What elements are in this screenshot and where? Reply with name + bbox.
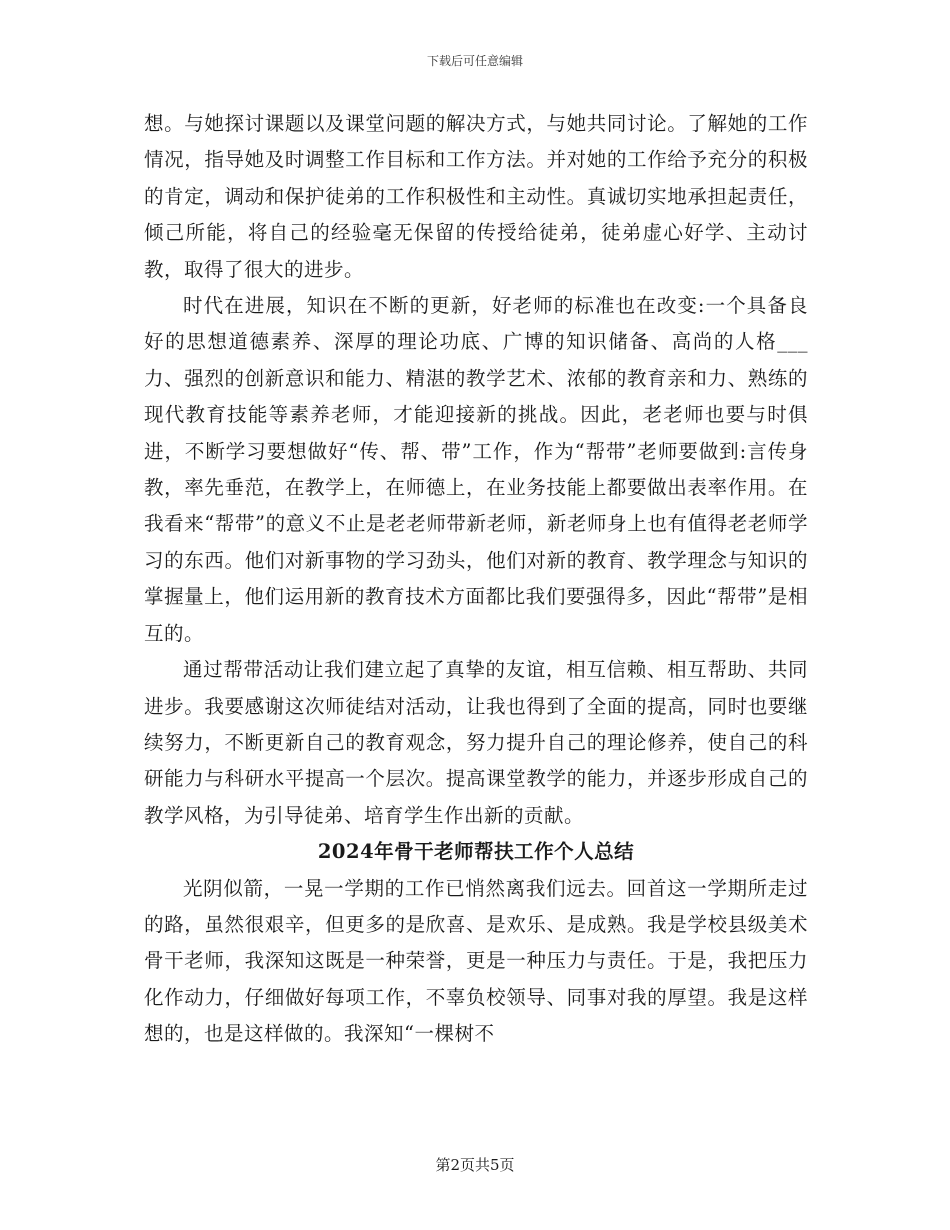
page-header: 下载后可任意编辑 [426, 54, 523, 68]
paragraph-continuation: 想。与她探讨课题以及课堂问题的解决方式，与她共同讨论。了解她的工作情况，指导她及时调整工作目标和工作方法。并对她的工作给予充分的积极的肯定，调动和保护徒弟的工作积极性和主动性。真诚切实地承担起责任，倾己所能，将自己的经验毫无保留的传授给徒弟，徒弟虚心好学、主动讨教，取得了很大的进步。 [144, 112, 808, 281]
page-number: 第2页共5页 [435, 1156, 515, 1174]
section-title: 2024年骨干老师帮扶工作个人总结 [317, 840, 635, 864]
document-body [144, 106, 808, 1053]
paragraph-summary-intro: 光阴似箭，一晃一学期的工作已悄然离我们远去。回首这一学期所走过的路，虽然很艰辛，但更多的是欣喜、是欢乐、是成熟。我是学校县级美术骨干老师，我深知这既是一种荣誉，更是一种压力与责任。于是，我把压力化作动力，仔细做好每项工作，不辜负校领导、同事对我的厚望。我是这样想的，也是这样做的。我深知“一棵树不 [144, 876, 808, 1046]
paragraph-mentoring-result: 通过帮带活动让我们建立起了真挚的友谊，相互信赖、相互帮助、共同进步。我要感谢这次师徒结对活动，让我也得到了全面的提高，同时也要继续努力，不断更新自己的教育观念，努力提升自己的理论修养，使自己的科研能力与科研水平提高一个层次。提高课堂教学的能力，并逐步形成自己的教学风格，为引导徒弟、培育学生作出新的贡献。 [144, 658, 808, 827]
paragraph-teacher-standards: 时代在进展，知识在不断的更新，好老师的标准也在改变:一个具备良好的思想道德素养、深厚的理论功底、广博的知识储备、高尚的人格___力、强烈的创新意识和能力、精湛的教学艺术、浓郁的教育亲和力、熟练的现代教育技能等素养老师，才能迎接新的挑战。因此，老老师也要与时俱进，不断学习要想做好“传、帮、带”工作，作为“帮带”老师要做到:言传身教，率先垂范，在教学上，在师德上，在业务技能上都要做出表率作用。在我看来“帮带”的意义不止是老老师带新老师，新老师身上也有值得老老师学习的东西。他们对新事物的学习劲头，他们对新的教育、教学理念与知识的掌握量上，他们运用新的教育技术方面都比我们要强得多，因此“帮带”是相互的。 [144, 294, 808, 645]
